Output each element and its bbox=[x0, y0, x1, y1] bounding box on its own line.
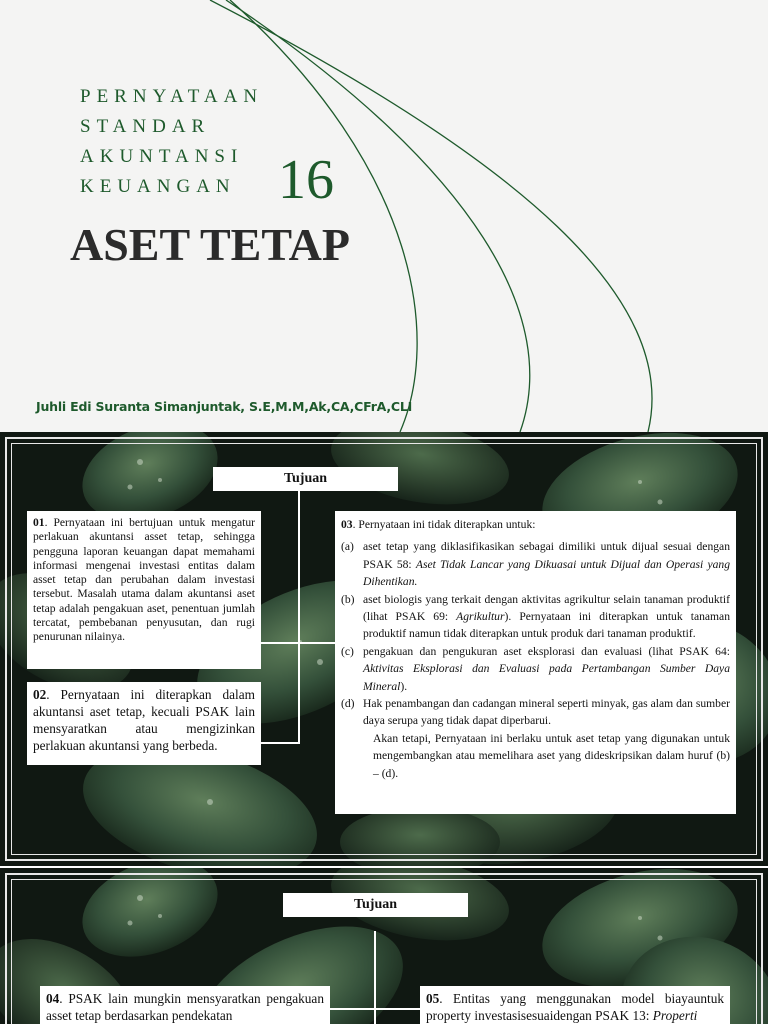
list-text-italic: Aktivitas Eksplorasi dan Evaluasi pada Pertambangan Sumber Daya Mineral bbox=[363, 662, 730, 693]
paragraph-number: 02 bbox=[33, 687, 47, 702]
list-text: Hak penambangan dan cadangan mineral seperti minyak, gas alam dan sumber daya serupa yang tidak dapat diperbarui. bbox=[363, 697, 730, 728]
paragraph-text: . Pernyataan ini diterapkan dalam akuntansi aset tetap, kecuali PSAK lain mensyaratkan atau mengizinkan perlakuan akuntansi yang berbeda. bbox=[33, 687, 255, 753]
list-text-after: ). bbox=[400, 679, 408, 693]
list-item bbox=[341, 695, 730, 730]
page-title: ASET TETAP bbox=[70, 219, 350, 270]
list-text: pengakuan dan pengukuran aset eksplorasi dan evaluasi (lihat PSAK 64: bbox=[363, 644, 730, 658]
connector-vertical bbox=[298, 491, 300, 744]
list-item bbox=[341, 643, 730, 695]
intro-text: . Pernyataan ini tidak diterapkan untuk: bbox=[352, 518, 536, 531]
paragraph-01 bbox=[27, 511, 261, 669]
title-slide bbox=[0, 0, 768, 432]
list-label: (d) bbox=[341, 697, 355, 711]
paragraph-number: 05 bbox=[426, 991, 440, 1006]
decorative-curves bbox=[0, 0, 768, 432]
psak-line-3: AKUNTANSI bbox=[80, 146, 244, 167]
paragraph-05 bbox=[420, 986, 730, 1024]
list-label: (a) bbox=[341, 540, 354, 554]
paragraph-04 bbox=[40, 986, 330, 1024]
paragraph-02 bbox=[27, 682, 261, 765]
connector-horizontal-2 bbox=[261, 742, 300, 744]
list-label: (b) bbox=[341, 592, 355, 606]
paragraph-number: 04 bbox=[46, 991, 60, 1006]
paragraph-number: 01 bbox=[33, 516, 45, 529]
connector-horizontal bbox=[261, 642, 335, 644]
list-text: aset biologis yang terkait dengan aktivitas agrikultur selain tanaman produktif (lihat PSAK 69: bbox=[363, 592, 730, 624]
connector-horizontal bbox=[330, 1008, 420, 1010]
paragraph-text: . Entitas yang menggunakan model biayauntuk property investasisesuaidengan PSAK 13: bbox=[426, 991, 724, 1023]
list-text-italic: Aset Tidak Lancar yang Dikuasai untuk Dijual dan Operasi yang Dihentikan. bbox=[363, 557, 730, 589]
slide-tujuan-1 bbox=[0, 432, 768, 866]
paragraph-number: 03 bbox=[341, 518, 353, 531]
list-item bbox=[341, 591, 730, 643]
list-text-italic: Agrikultur bbox=[456, 610, 505, 624]
psak-line-4: KEUANGAN bbox=[80, 176, 236, 197]
connector-vertical bbox=[374, 931, 376, 1024]
list-text-after: ). Pernyataan ini diterapkan untuk tanaman produktif namun tidak diterapkan untuk produk dari tanaman produktif. bbox=[363, 610, 730, 641]
psak-number: 16 bbox=[278, 149, 334, 211]
list-label: (c) bbox=[341, 644, 354, 658]
slide-tujuan-2 bbox=[0, 868, 768, 1024]
paragraph-text: . PSAK lain mungkin mensyaratkan pengakuan asset tetap berdasarkan pendekatan bbox=[46, 991, 324, 1023]
list-text: aset tetap yang diklasifikasikan sebagai dimiliki untuk dijual sesuai dengan PSAK 58: bbox=[363, 540, 730, 571]
paragraph-03 bbox=[335, 511, 736, 814]
psak-line-1: PERNYATAAN bbox=[80, 86, 264, 107]
list-item bbox=[341, 538, 730, 590]
author-name: Juhli Edi Suranta Simanjuntak, S.E,M.M,Ak,CA,CFrA,CLI bbox=[36, 399, 413, 414]
section-header: Tujuan bbox=[213, 467, 398, 491]
paragraph-note: Akan tetapi, Pernyataan ini berlaku untuk aset tetap yang digunakan untuk mengembangkan atau memelihara aset yang dideskripsikan dalam huruf (b) – (d). bbox=[373, 731, 730, 780]
paragraph-intro bbox=[341, 516, 730, 533]
psak-line-2: STANDAR bbox=[80, 116, 211, 137]
paragraph-text: . Pernyataan ini bertujuan untuk mengatur perlakuan akuntansi asset tetap, sehingga pengguna laporan keuangan dapat memahami informasi mengenai investasi entitas dalam asset tetap dan perubahan dalam investasi tersebut. Masalah utama dalam akuntansi aset tetap adalah pengakuan aset, penentuan jumlah tercatat, pembebanan penyusutan, dan rugi penurunan nilainya. bbox=[33, 516, 255, 644]
section-header: Tujuan bbox=[283, 893, 468, 917]
paragraph-text-italic: Properti bbox=[652, 1008, 698, 1023]
